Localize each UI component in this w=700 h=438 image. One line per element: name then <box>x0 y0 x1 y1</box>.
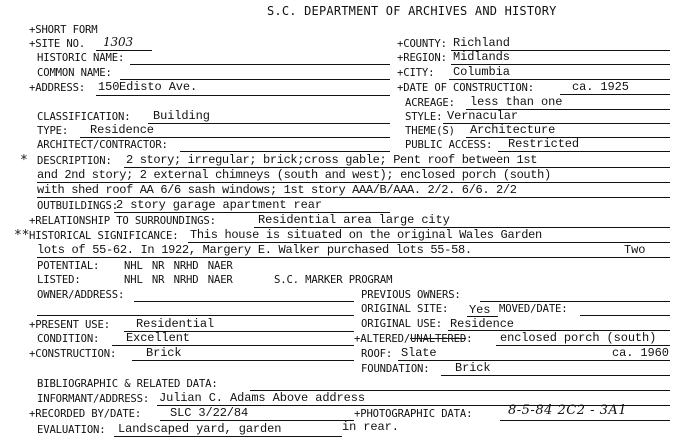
altered-label <box>354 333 472 345</box>
public-access-value: Restricted <box>508 137 580 151</box>
significance-label: HISTORICAL SIGNIFICANCE: <box>29 230 179 242</box>
informant-label: INFORMANT/ADDRESS: <box>37 393 150 405</box>
date-construction-value: ca. 1925 <box>572 80 629 94</box>
significance-line-2-end: Two <box>624 243 646 257</box>
evaluation-tail: in rear. <box>342 420 399 434</box>
short-form-label: +SHORT FORM <box>29 24 98 36</box>
classification-label: CLASSIFICATION: <box>37 111 131 123</box>
county-value: Richland <box>453 36 510 50</box>
sc-marker-program: S.C. MARKER PROGRAM <box>274 274 393 286</box>
original-use-label: ORIGINAL USE: <box>361 318 442 330</box>
architect-label: ARCHITECT/CONTRACTOR: <box>37 139 168 151</box>
historic-name-line <box>130 64 390 65</box>
listed-items: NHL NR NRHD NAER <box>124 274 233 286</box>
foundation-label: FOUNDATION: <box>361 363 430 375</box>
relationship-value: Residential area large city <box>258 213 450 227</box>
unaltered-struck: UNALTERED <box>410 333 467 345</box>
description-line-2: and 2nd story; 2 external chimneys (south and west); enclosed porch (south) <box>37 168 551 182</box>
address-line <box>96 95 390 96</box>
page-title: S.C. DEPARTMENT OF ARCHIVES AND HISTORY <box>267 4 557 18</box>
foundation-value: Brick <box>455 361 491 375</box>
bibliographic-label: BIBLIOGRAPHIC & RELATED DATA: <box>37 378 218 390</box>
type-line <box>80 137 390 138</box>
common-name-label: COMMON NAME: <box>37 67 112 79</box>
moved-date-label: MOVED/DATE: <box>499 303 568 315</box>
city-label: +CITY: <box>397 67 435 79</box>
evaluation-label: EVALUATION: <box>37 424 106 436</box>
owner-line <box>134 301 354 302</box>
altered-value: enclosed porch (south) <box>500 331 657 345</box>
description-marker: * <box>20 153 28 168</box>
public-access-label: PUBLIC ACCESS: <box>405 139 493 151</box>
roof-value: Slate <box>401 346 437 360</box>
listed-label: LISTED: <box>37 274 81 286</box>
city-line <box>449 79 670 80</box>
acreage-value: less than one <box>470 95 563 109</box>
historic-name-label: HISTORIC NAME: <box>37 52 125 64</box>
potential-items: NHL NR NRHD NAER <box>124 260 233 272</box>
type-value: Residence <box>90 123 154 137</box>
region-value: Midlands <box>453 50 510 64</box>
classification-line <box>148 123 390 124</box>
photographic-value: 8-5-84 2C2 - 3A1 <box>508 403 628 418</box>
description-label: DESCRIPTION: <box>37 155 112 167</box>
present-use-value: Residential <box>136 317 215 331</box>
evaluation-value: Landscaped yard, garden <box>118 422 282 436</box>
condition-value: Excellent <box>126 331 190 345</box>
present-use-label: +PRESENT USE: <box>29 319 110 331</box>
significance-line-1: This house is situated on the original Wales Garden <box>190 228 542 242</box>
altered-colon: : <box>466 333 473 345</box>
type-label: TYPE: <box>37 125 69 137</box>
significance-marker: ** <box>14 228 30 243</box>
acreage-label: ACREAGE: <box>405 97 455 109</box>
construction-line <box>132 360 354 361</box>
owner-line-2 <box>37 315 354 316</box>
photographic-label: +PHOTOGRAPHIC DATA: <box>354 408 473 420</box>
city-value: Columbia <box>453 65 510 79</box>
construction-label: +CONSTRUCTION: <box>29 348 117 360</box>
construction-value: Brick <box>146 346 182 360</box>
foundation-line <box>441 375 670 376</box>
style-value: Vernacular <box>447 109 519 123</box>
roof-label: ROOF: <box>361 348 393 360</box>
address-number: 150 <box>98 80 120 94</box>
evaluation-line <box>114 436 342 437</box>
roof-date: ca. 1960 <box>612 346 669 360</box>
description-line-1: 2 story; irregular; brick;cross gable; Pent roof between 1st <box>126 153 538 167</box>
owner-label: OWNER/ADDRESS: <box>37 289 125 301</box>
county-label: +COUNTY: <box>397 38 447 50</box>
site-no-label: +SITE NO. <box>29 38 86 50</box>
original-site-label: ORIGINAL SITE: <box>361 303 449 315</box>
architect-line <box>180 151 390 152</box>
themes-value: Architecture <box>470 123 556 137</box>
recorded-value: SLC 3/22/84 <box>170 406 249 420</box>
outbuildings-label: OUTBUILDINGS: <box>37 200 118 212</box>
condition-label: CONDITION: <box>37 333 100 345</box>
address-label: +ADDRESS: <box>29 82 86 94</box>
outbuildings-value: 2 story garage apartment rear <box>116 198 322 212</box>
themes-label: THEME(S) <box>405 125 455 137</box>
site-no-line <box>96 50 152 51</box>
roof-line <box>398 360 670 361</box>
potential-label: POTENTIAL: <box>37 260 100 272</box>
recorded-line <box>160 420 354 421</box>
original-site-value: Yes <box>469 303 491 317</box>
significance-line-2: lots of 55-62. In 1922, Margery E. Walker purchased lots 55-58. <box>37 243 472 257</box>
style-label: STYLE: <box>405 111 443 123</box>
date-construction-label: +DATE OF CONSTRUCTION: <box>397 82 535 94</box>
classification-value: Building <box>153 109 210 123</box>
address-value: Edisto Ave. <box>119 80 198 94</box>
previous-owners-label: PREVIOUS OWNERS: <box>361 289 461 301</box>
informant-value: Julian C. Adams Above address <box>159 391 365 405</box>
recorded-label: +RECORDED BY/DATE: <box>29 408 142 420</box>
relationship-label: +RELATIONSHIP TO SURROUNDINGS: <box>29 215 216 227</box>
date-construction-line <box>560 94 670 95</box>
significance-underline-2 <box>37 257 670 258</box>
previous-owners-line <box>480 301 670 302</box>
site-no-value: 1303 <box>103 35 133 49</box>
public-access-line <box>498 151 670 152</box>
description-line-3: with shed roof AA 6/6 sash windows; 1st story AAA/B/AAA. 2/2. 6/6. 2/2 <box>37 183 517 197</box>
region-label: +REGION: <box>397 52 447 64</box>
moved-date-line <box>580 315 670 316</box>
photographic-line <box>500 420 670 421</box>
original-use-value: Residence <box>450 317 514 331</box>
altered-prefix: +ALTERED/ <box>354 333 411 345</box>
